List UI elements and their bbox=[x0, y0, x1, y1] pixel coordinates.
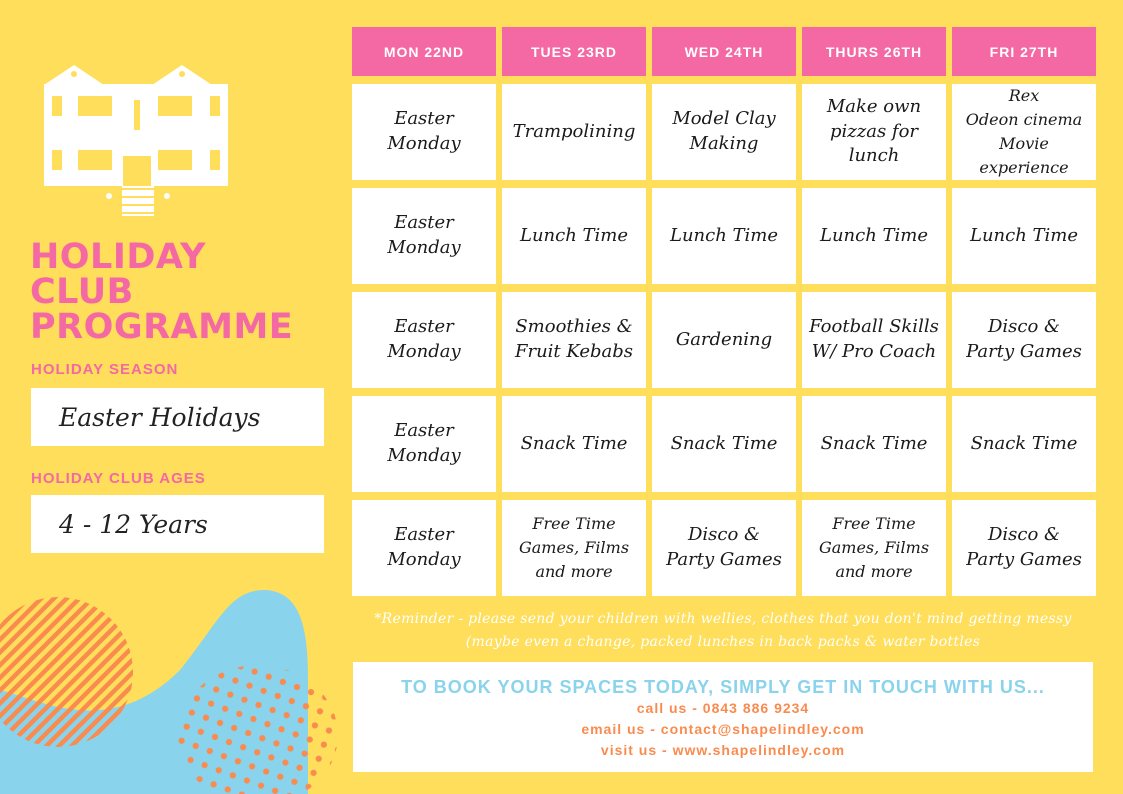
reminder-note bbox=[352, 608, 1094, 654]
activity-cell: Rex Odeon cinema Movie experience bbox=[952, 84, 1096, 180]
activity-cell: Easter Monday bbox=[352, 84, 496, 180]
title-line: CLUB bbox=[30, 272, 134, 312]
schedule-table bbox=[352, 27, 1096, 596]
activity-cell: Free Time Games, Films and more bbox=[502, 500, 646, 596]
day-header: TUES 23RD bbox=[502, 27, 646, 76]
activity-cell: Trampolining bbox=[502, 84, 646, 180]
title-line: PROGRAMME bbox=[30, 307, 294, 347]
day-header: MON 22ND bbox=[352, 27, 496, 76]
activity-cell: Disco & Party Games bbox=[952, 292, 1096, 388]
activity-cell: Lunch Time bbox=[802, 188, 946, 284]
activity-cell: Easter Monday bbox=[352, 396, 496, 492]
activity-cell: Easter Monday bbox=[352, 188, 496, 284]
contact-box bbox=[353, 662, 1093, 772]
activity-cell: Easter Monday bbox=[352, 292, 496, 388]
activity-cell: Lunch Time bbox=[952, 188, 1096, 284]
activity-cell: Snack Time bbox=[652, 396, 796, 492]
day-header: WED 24TH bbox=[652, 27, 796, 76]
activity-cell: Football Skills W/ Pro Coach bbox=[802, 292, 946, 388]
contact-phone: call us - 0843 886 9234 bbox=[636, 700, 810, 716]
contact-heading: TO BOOK YOUR SPACES TODAY, SIMPLY GET IN TOUCH WITH US... bbox=[401, 677, 1045, 697]
activity-cell: Disco & Party Games bbox=[652, 500, 796, 596]
reminder-line: *Reminder - please send your children with wellies, clothes that you don't mind getting messy bbox=[374, 611, 1072, 627]
activity-cell: Snack Time bbox=[802, 396, 946, 492]
contact-email: email us - contact@shapelindley.com bbox=[581, 721, 865, 737]
season-label: HOLIDAY SEASON bbox=[31, 361, 179, 378]
activity-cell: Lunch Time bbox=[502, 188, 646, 284]
activity-cell: Snack Time bbox=[952, 396, 1096, 492]
reminder-line: (maybe even a change, packed lunches in back packs & water bottles bbox=[465, 634, 981, 650]
activity-cell: Smoothies & Fruit Kebabs bbox=[502, 292, 646, 388]
activity-cell: Snack Time bbox=[502, 396, 646, 492]
activity-cell: Make own pizzas for lunch bbox=[802, 84, 946, 180]
activity-cell: Easter Monday bbox=[352, 500, 496, 596]
day-header: FRI 27TH bbox=[952, 27, 1096, 76]
activity-cell: Lunch Time bbox=[652, 188, 796, 284]
activity-cell: Disco & Party Games bbox=[952, 500, 1096, 596]
activity-cell: Model Clay Making bbox=[652, 84, 796, 180]
activity-cell: Free Time Games, Films and more bbox=[802, 500, 946, 596]
contact-website: visit us - www.shapelindley.com bbox=[600, 742, 846, 758]
title-line: HOLIDAY bbox=[30, 237, 207, 277]
ages-label: HOLIDAY CLUB AGES bbox=[31, 470, 206, 487]
activity-cell: Gardening bbox=[652, 292, 796, 388]
season-value: Easter Holidays bbox=[31, 388, 324, 446]
school-building-icon bbox=[44, 60, 230, 218]
day-header: THURS 26TH bbox=[802, 27, 946, 76]
page-title bbox=[30, 237, 294, 347]
ages-value: 4 - 12 Years bbox=[31, 495, 324, 553]
